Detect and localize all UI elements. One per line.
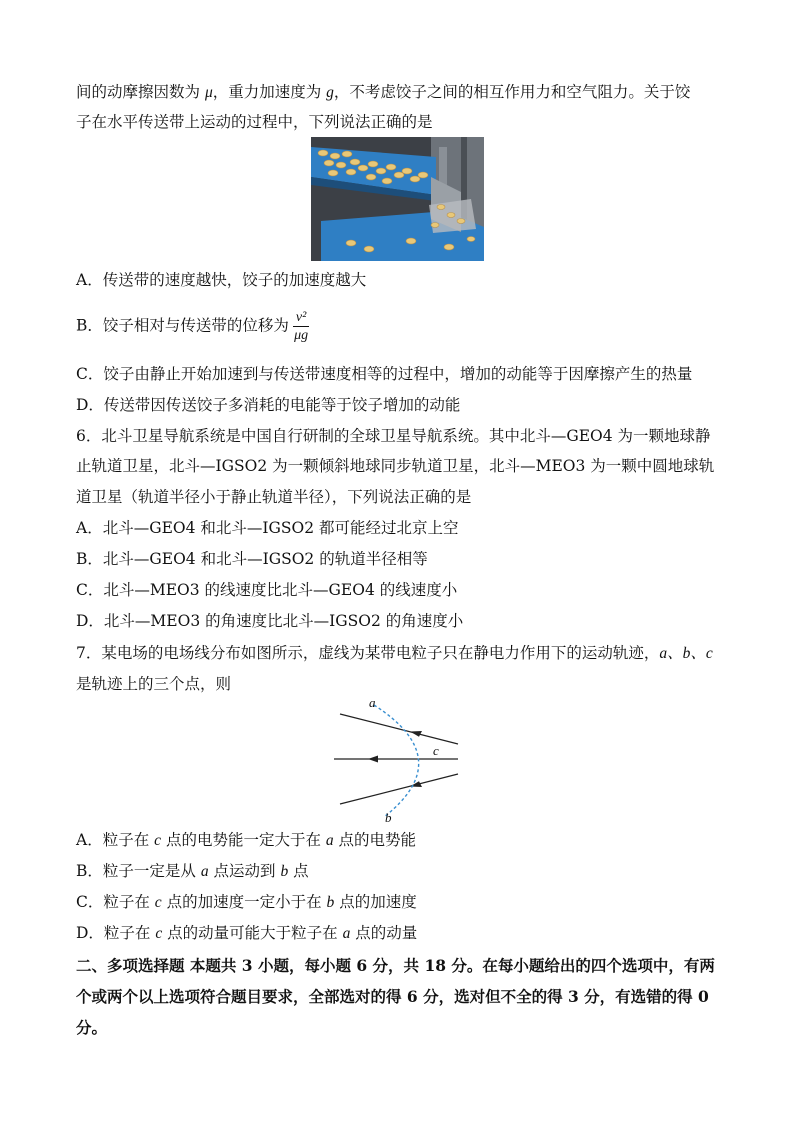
fraction	[293, 309, 309, 344]
text: 点的加速度	[334, 893, 417, 911]
text: 点的动量	[350, 924, 418, 942]
q7-option-c	[76, 892, 417, 913]
text: 点的动量可能大于粒子在	[162, 924, 343, 942]
q6-option-a: A．北斗—GEO4 和北斗—IGSO2 都可能经过北京上空	[76, 519, 459, 537]
text: 点的加速度一定小于在	[161, 893, 327, 911]
field-line-bottom	[340, 774, 458, 804]
intro-line-1	[76, 82, 690, 103]
label-b: b	[385, 810, 392, 825]
point-a: a	[200, 863, 209, 880]
q7-option-b	[76, 861, 309, 882]
text: B．粒子一定是从	[76, 862, 201, 880]
point-c: c	[154, 832, 162, 849]
text: A．粒子在	[76, 831, 155, 849]
text: D．粒子在	[76, 924, 156, 942]
text: C．粒子在	[76, 893, 155, 911]
point-b: b	[280, 863, 289, 880]
arrow-middle	[368, 756, 378, 763]
g-symbol: g	[326, 84, 334, 101]
section2-line-1: 二、多项选择题 本题共 3 小题，每小题 6 分，共 18 分。在每小题给出的四个选项中，有两	[76, 956, 715, 975]
electric-field-diagram	[330, 697, 462, 825]
point-c: c	[154, 894, 162, 911]
conveyor-belt-photo	[311, 137, 484, 261]
q6-option-d: D．北斗—MEO3 的角速度比北斗—IGSO2 的角速度小	[76, 612, 464, 630]
q7-stem-1	[76, 643, 713, 664]
q5-option-a: A．传送带的速度越快，饺子的加速度越大	[76, 271, 367, 289]
intro-text: ，不考虑饺子之间的相互作用力和空气阻力。关于饺	[333, 83, 691, 101]
q6-option-b: B．北斗—GEO4 和北斗—IGSO2 的轨道半径相等	[76, 550, 428, 568]
mu-symbol: μ	[204, 84, 213, 101]
q7-stem-text: 7．某电场的电场线分布如图所示，虚线为某带电粒子只在静电力作用下的运动轨迹，	[76, 644, 660, 662]
intro-text: 间的动摩擦因数为	[76, 83, 205, 101]
q6-stem-1: 6．北斗卫星导航系统是中国自行研制的全球卫星导航系统。其中北斗—GEO4 为一颗地球静	[76, 427, 711, 445]
text: 点	[288, 862, 309, 880]
q5-option-d: D．传送带因传送饺子多消耗的电能等于饺子增加的动能	[76, 396, 461, 414]
label-c: c	[433, 743, 439, 758]
point-a: a	[342, 925, 351, 942]
q7-option-a	[76, 830, 416, 851]
q5-option-b	[76, 309, 309, 344]
label-a: a	[369, 697, 376, 710]
fraction-denominator: μg	[294, 328, 309, 343]
q5-option-c: C．饺子由静止开始加速到与传送带速度相等的过程中，增加的动能等于因摩擦产生的热量	[76, 365, 693, 383]
text: 点的电势能一定大于在	[161, 831, 326, 849]
q6-option-c: C．北斗—MEO3 的线速度比北斗—GEO4 的线速度小	[76, 581, 458, 599]
q6-stem-3: 道卫星（轨道半径小于静止轨道半径），下列说法正确的是	[76, 488, 472, 506]
intro-line-2: 子在水平传送带上运动的过程中，下列说法正确的是	[76, 113, 433, 131]
section2-line-3: 分。	[76, 1018, 108, 1037]
point-b: b	[326, 894, 335, 911]
q7-option-d	[76, 923, 417, 944]
section2-line-2: 个或两个以上选项符合题目要求，全部选对的得 6 分，选对但不全的得 3 分，有选错的得 0	[76, 987, 709, 1006]
q7-stem-2: 是轨迹上的三个点，则	[76, 675, 232, 693]
text: 点的电势能	[333, 831, 417, 849]
fraction-numerator: v²	[293, 309, 309, 327]
point-a: a	[325, 832, 334, 849]
text: 点运动到	[208, 862, 281, 880]
q6-stem-2: 止轨道卫星，北斗—IGSO2 为一颗倾斜地球同步轨道卫星，北斗—MEO3 为一颗中圆地球轨	[76, 457, 715, 475]
particle-trajectory	[374, 705, 419, 817]
point-c: c	[155, 925, 163, 942]
q5-option-b-text: B．饺子相对与传送带的位移为	[76, 316, 289, 335]
arrow-top	[410, 731, 422, 737]
field-line-top	[340, 714, 458, 744]
intro-text: ，重力加速度为	[212, 83, 327, 101]
q7-point-labels: a、b、c	[659, 645, 713, 662]
